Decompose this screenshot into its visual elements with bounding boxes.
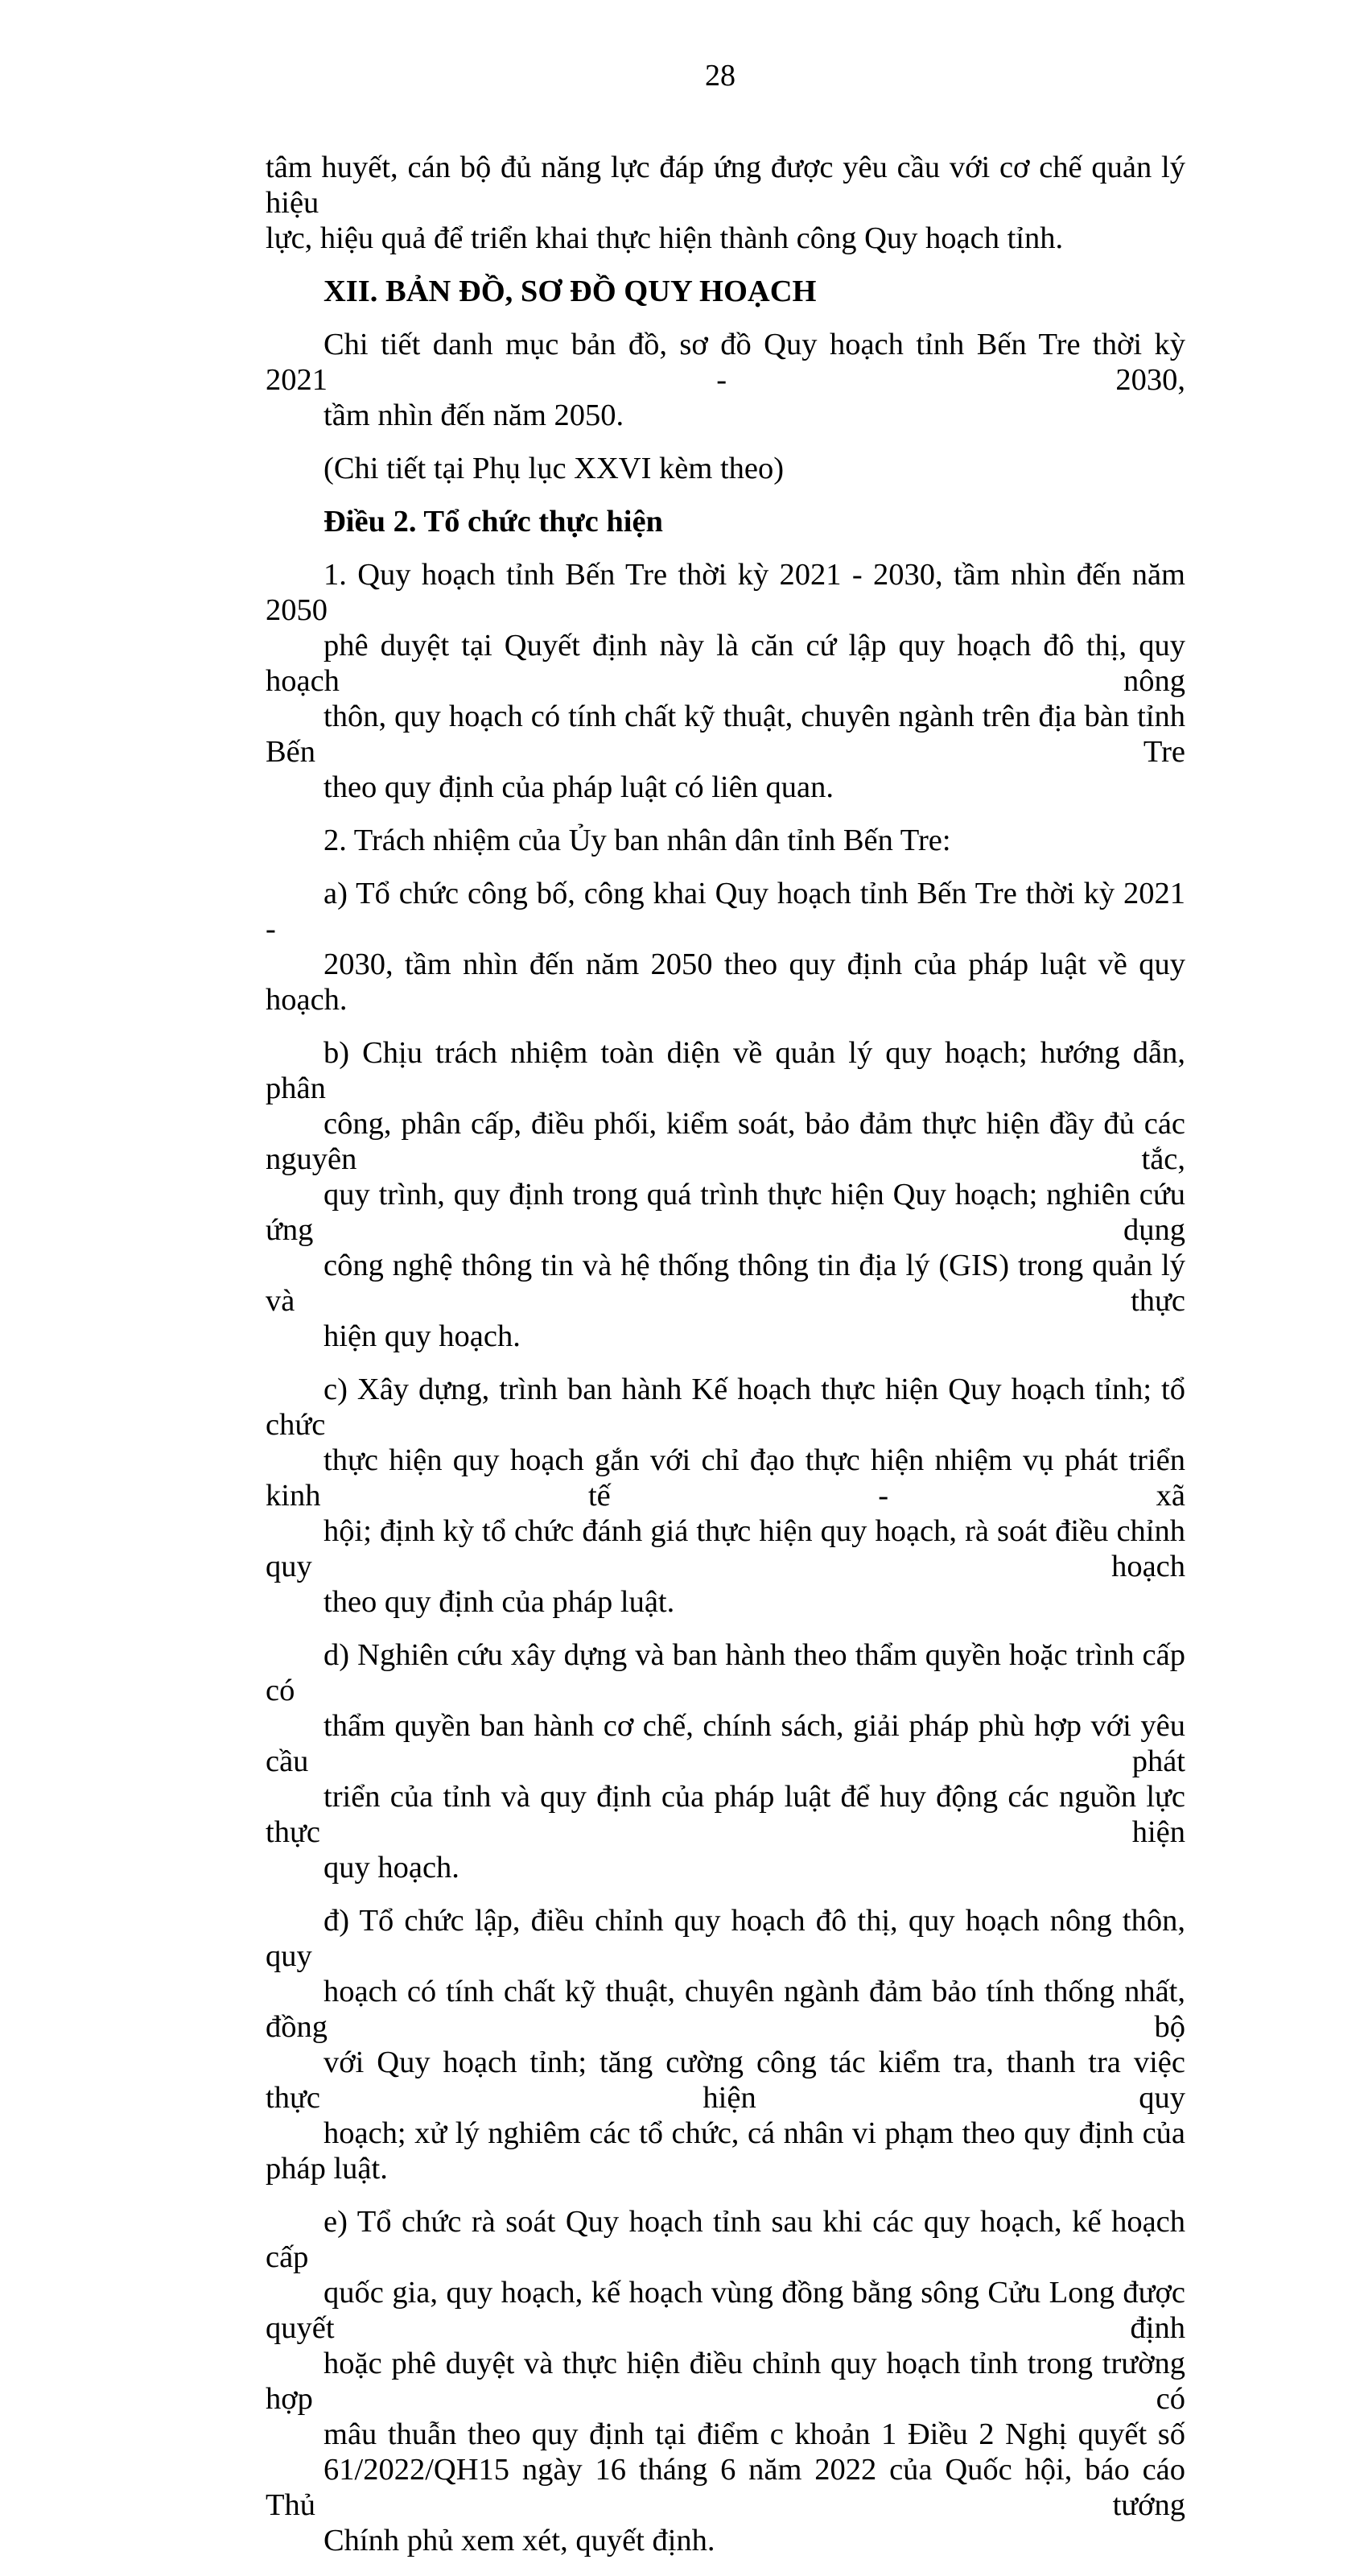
paragraph-line: với Quy hoạch tỉnh; tăng cường công tác kiểm tra, thanh tra việc thực hiện quy [266, 2046, 1185, 2115]
paragraph [266, 557, 1185, 805]
paragraph-line: Chi tiết danh mục bản đồ, sơ đồ Quy hoạch tỉnh Bến Tre thời kỳ 2021 - 2030, [266, 328, 1185, 397]
section-heading: Điều 2. Tổ chức thực hiện [323, 505, 663, 539]
paragraph-line: 2030, tầm nhìn đến năm 2050 theo quy định của pháp luật về quy hoạch. [266, 947, 1185, 1017]
paragraph-line: tâm huyết, cán bộ đủ năng lực đáp ứng được yêu cầu với cơ chế quản lý hiệu [266, 151, 1185, 220]
paragraph [266, 1903, 1185, 2186]
paragraph-line: quy trình, quy định trong quá trình thực hiện Quy hoạch; nghiên cứu ứng dụng [266, 1178, 1185, 1247]
document-body [266, 150, 1185, 2576]
paragraph-line: phê duyệt tại Quyết định này là căn cứ lập quy hoạch đô thị, quy hoạch nông [266, 629, 1185, 698]
paragraph-line: c) Xây dựng, trình ban hành Kế hoạch thực hiện Quy hoạch tỉnh; tổ chức [266, 1373, 1185, 1442]
section-heading: XII. BẢN ĐỒ, SƠ ĐỒ QUY HOẠCH [323, 275, 817, 308]
paragraph-line: quy hoạch. [323, 1851, 459, 1885]
paragraph-line: đ) Tổ chức lập, điều chỉnh quy hoạch đô thị, quy hoạch nông thôn, quy [266, 1904, 1185, 1973]
paragraph-line: thực hiện quy hoạch gắn với chỉ đạo thực hiện nhiệm vụ phát triển kinh tế - xã [266, 1443, 1185, 1513]
paragraph-line: tầm nhìn đến năm 2050. [323, 398, 624, 432]
paragraph-line: công nghệ thông tin và hệ thống thông tin địa lý (GIS) trong quản lý và thực [266, 1249, 1185, 1318]
paragraph-line: 2. Trách nhiệm của Ủy ban nhân dân tỉnh Bến Tre: [323, 824, 951, 857]
paragraph-line: thẩm quyền ban hành cơ chế, chính sách, giải pháp phù hợp với yêu cầu phát [266, 1709, 1185, 1778]
paragraph-line: b) Chịu trách nhiệm toàn diện về quản lý quy hoạch; hướng dẫn, phân [266, 1036, 1185, 1105]
paragraph-line: hoạch; xử lý nghiêm các tổ chức, cá nhân vi phạm theo quy định của pháp luật. [266, 2116, 1185, 2186]
paragraph [266, 823, 1185, 858]
paragraph-line: theo quy định của pháp luật có liên quan. [323, 770, 834, 804]
paragraph [266, 876, 1185, 1018]
paragraph [266, 451, 1185, 486]
paragraph-line: thôn, quy hoạch có tính chất kỹ thuật, chuyên ngành trên địa bàn tỉnh Bến Tre [266, 700, 1185, 769]
paragraph [266, 1035, 1185, 1354]
paragraph-line: triển của tỉnh và quy định của pháp luật để huy động các nguồn lực thực hiện [266, 1780, 1185, 1849]
paragraph-line: quốc gia, quy hoạch, kế hoạch vùng đồng bằng sông Cửu Long được quyết định [266, 2276, 1185, 2345]
paragraph-line: hội; định kỳ tổ chức đánh giá thực hiện quy hoạch, rà soát điều chỉnh quy hoạch [266, 1514, 1185, 1583]
paragraph-line: a) Tổ chức công bố, công khai Quy hoạch tỉnh Bến Tre thời kỳ 2021 - [266, 877, 1185, 946]
paragraph [266, 150, 1185, 256]
paragraph-line: 61/2022/QH15 ngày 16 tháng 6 năm 2022 của Quốc hội, báo cáo Thủ tướng [266, 2453, 1185, 2522]
paragraph-line: (Chi tiết tại Phụ lục XXVI kèm theo) [323, 452, 785, 485]
page-number: 28 [705, 59, 736, 93]
paragraph-line: hiện quy hoạch. [323, 1319, 521, 1353]
paragraph-line: d) Nghiên cứu xây dựng và ban hành theo thẩm quyền hoặc trình cấp có [266, 1638, 1185, 1707]
paragraph [266, 327, 1185, 433]
paragraph-line: 1. Quy hoạch tỉnh Bến Tre thời kỳ 2021 - 2030, tầm nhìn đến năm 2050 [266, 558, 1185, 627]
paragraph-line: Chính phủ xem xét, quyết định. [323, 2524, 715, 2557]
paragraph [266, 1637, 1185, 1885]
paragraph-line: e) Tổ chức rà soát Quy hoạch tỉnh sau khi các quy hoạch, kế hoạch cấp [266, 2205, 1185, 2274]
paragraph-line: mâu thuẫn theo quy định tại điểm c khoản 1 Điều 2 Nghị quyết số [323, 2417, 1185, 2451]
paragraph [266, 1372, 1185, 1620]
paragraph-line: hoặc phê duyệt và thực hiện điều chỉnh quy hoạch tỉnh trong trường hợp có [266, 2347, 1185, 2416]
paragraph-line: lực, hiệu quả để triển khai thực hiện thành công Quy hoạch tỉnh. [266, 221, 1064, 255]
paragraph-line: hoạch có tính chất kỹ thuật, chuyên ngành đảm bảo tính thống nhất, đồng bộ [266, 1975, 1185, 2044]
paragraph [266, 2204, 1185, 2558]
paragraph-line: công, phân cấp, điều phối, kiểm soát, bảo đảm thực hiện đầy đủ các nguyên tắc, [266, 1107, 1185, 1176]
paragraph-line: theo quy định của pháp luật. [323, 1585, 675, 1619]
